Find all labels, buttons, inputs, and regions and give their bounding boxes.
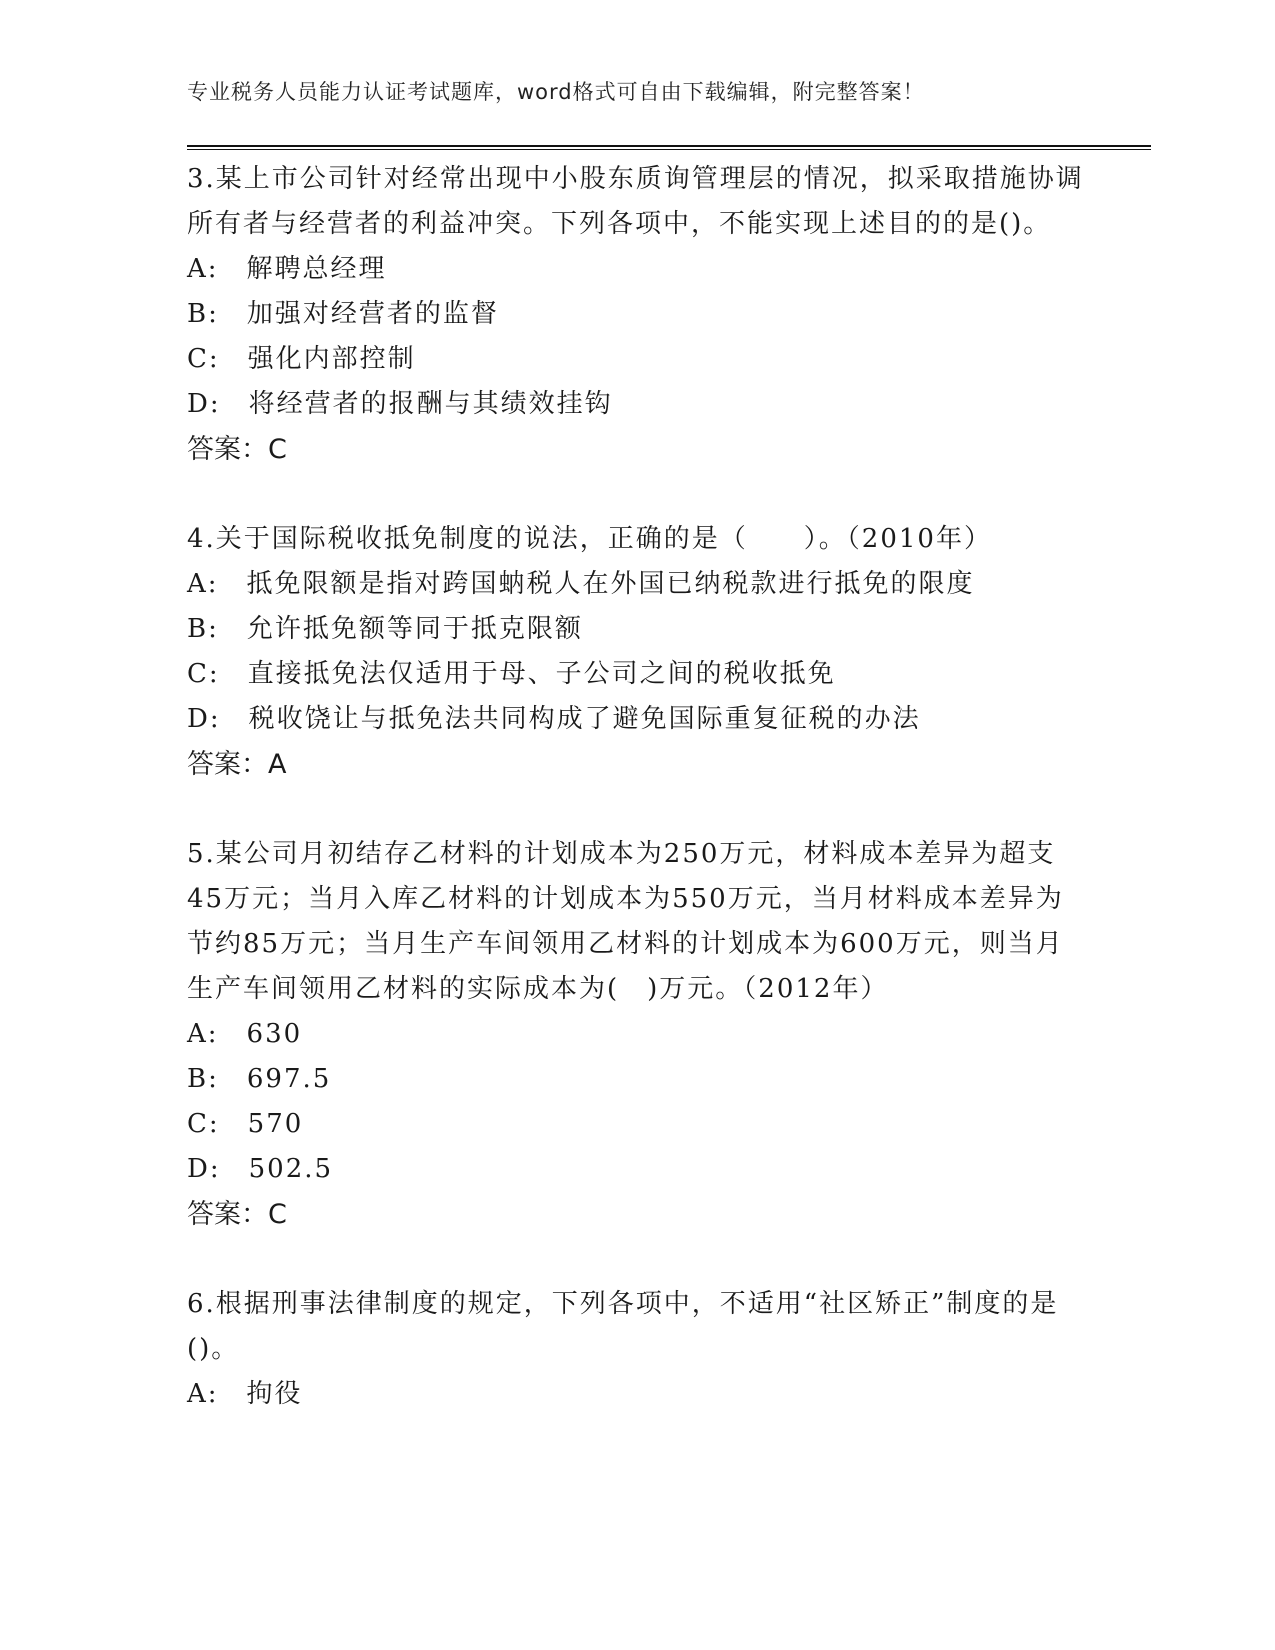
answer: 答案：C xyxy=(187,1199,287,1230)
option-a: A: 630 xyxy=(187,1019,303,1049)
option-d: D: 税收饶让与抵免法共同构成了避免国际重复征税的办法 xyxy=(187,704,921,734)
option-c: C: 570 xyxy=(187,1109,304,1139)
option-a: A: 解聘总经理 xyxy=(187,254,387,284)
question-list xyxy=(187,157,1087,1462)
option-a: A: 抵免限额是指对跨国蚋税人在外国已纳税款进行抵免的限度 xyxy=(187,569,975,599)
question-stem: 5.某公司月初结存乙材料的计划成本为250万元，材料成本差异为超支45万元；当月入库乙材料的计划成本为550万元，当月材料成本差异为节约85万元；当月生产车间领用乙材料的计划成本为600万元，则当月生产车间领用乙材料的实际成本为( )万元。（2012年） xyxy=(187,839,1064,1004)
option-b: B: 允许抵免额等同于抵克限额 xyxy=(187,614,583,644)
question-stem: 3.某上市公司针对经常出现中小股东质询管理层的情况，拟采取措施协调所有者与经营者的利益冲突。下列各项中，不能实现上述目的的是()。 xyxy=(187,164,1084,239)
option-c: C: 直接抵免法仅适用于母、子公司之间的税收抵免 xyxy=(187,659,836,689)
question-3 xyxy=(187,157,1087,472)
header-divider xyxy=(187,145,1151,150)
option-b: B: 加强对经营者的监督 xyxy=(187,299,499,329)
option-d: D: 502.5 xyxy=(187,1154,334,1184)
option-c: C: 强化内部控制 xyxy=(187,344,416,374)
question-6 xyxy=(187,1282,1087,1417)
answer: 答案：C xyxy=(187,434,287,465)
answer: 答案：A xyxy=(187,749,287,780)
option-a: A: 拘役 xyxy=(187,1379,303,1409)
page-header: 专业税务人员能力认证考试题库，word格式可自由下载编辑，附完整答案！ xyxy=(187,80,925,104)
question-5 xyxy=(187,832,1087,1237)
option-d: D: 将经营者的报酬与其绩效挂钩 xyxy=(187,389,613,419)
question-4 xyxy=(187,517,1087,787)
question-stem: 6.根据刑事法律制度的规定，下列各项中，不适用“社区矫正”制度的是()。 xyxy=(187,1289,1059,1364)
option-b: B: 697.5 xyxy=(187,1064,332,1094)
question-stem: 4.关于国际税收抵免制度的说法，正确的是（ ）。（2010年） xyxy=(187,524,992,554)
